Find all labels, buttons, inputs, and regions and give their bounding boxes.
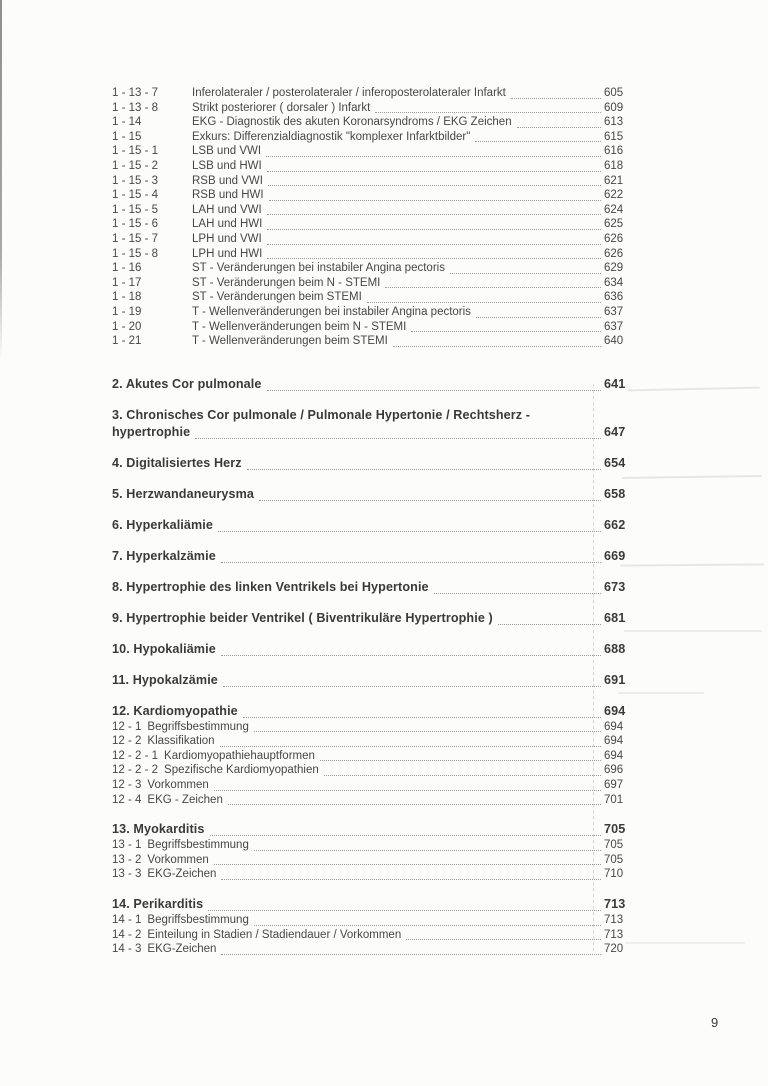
dot-leader (254, 731, 601, 732)
dot-leader (406, 939, 601, 940)
entry-number-label: 14 - 3 (112, 943, 142, 956)
entry-number-label: 1 - 15 - 4 (112, 189, 159, 202)
entry-number-label: 1 - 15 - 1 (112, 145, 159, 158)
entry-page-number: 634 (604, 276, 624, 289)
toc-entry-line (112, 334, 630, 349)
toc-entry-line (112, 276, 630, 291)
entry-number-label: 12 - 2 - 2 (112, 764, 159, 777)
toc-entry-line (112, 376, 630, 393)
entry-title: 6. Hyperkaliämie (112, 517, 214, 532)
toc-sub-entry (112, 838, 630, 853)
toc-entry-line (112, 610, 630, 627)
toc-entry-line (112, 115, 630, 130)
toc-entry-line (112, 407, 630, 424)
dot-leader (393, 346, 601, 347)
entry-title: Einteilung in Stadien / Stadiendauer / Vorkommen (147, 928, 402, 941)
entry-page-number: 673 (604, 579, 626, 594)
entry-page-number: 696 (604, 764, 624, 777)
entry-title: 13. Myokarditis (112, 822, 205, 837)
toc-sub-entry (112, 320, 630, 335)
scan-smudge-artifact (625, 942, 745, 944)
dot-leader (434, 593, 601, 594)
toc-sub-entry (112, 144, 630, 159)
dot-leader (210, 835, 602, 836)
entry-page-number: 654 (604, 455, 626, 470)
toc-entry-line (112, 703, 630, 720)
toc-chapter-entry (112, 486, 630, 503)
toc-sub-entry (112, 749, 630, 764)
dot-leader (221, 954, 601, 955)
entry-page-number: 669 (604, 548, 626, 563)
entry-title: 2. Akutes Cor pulmonale (112, 376, 262, 391)
entry-page-number: 641 (604, 376, 626, 391)
toc-entry-line (112, 896, 630, 913)
toc-entry-line (112, 641, 630, 658)
entry-title: 7. Hyperkalzämie (112, 548, 216, 563)
entry-page-number: 625 (604, 218, 624, 231)
entry-title: 10. Hypokaliämie (112, 641, 216, 656)
dot-leader (475, 141, 601, 142)
toc-sub-entry (112, 86, 630, 101)
dot-leader (220, 746, 601, 747)
toc-chapter-entry (112, 821, 630, 838)
dot-leader (221, 655, 601, 656)
toc-sub-entry (112, 778, 630, 793)
toc-entry-line (112, 144, 630, 159)
entry-title: Strikt posteriorer ( dorsaler ) Infarkt (192, 101, 371, 114)
dot-leader (214, 790, 601, 791)
scan-edge-artifact (0, 0, 2, 360)
toc-entry-line (112, 913, 630, 928)
entry-page-number: 694 (604, 703, 626, 718)
entry-page-number: 616 (604, 145, 624, 158)
entry-page-number: 688 (604, 641, 626, 656)
toc-sub-entry (112, 305, 630, 320)
entry-title: 5. Herzwandaneurysma (112, 486, 254, 501)
entry-number-label: 12 - 1 (112, 720, 142, 733)
toc-sub-entry (112, 763, 630, 778)
dot-leader (375, 112, 601, 113)
page-number: 9 (711, 1015, 719, 1030)
entry-page-number: 626 (604, 247, 624, 260)
entry-title: Inferolateraler / posterolateraler / inferoposterolateraler Infarkt (192, 87, 506, 99)
entry-title: Begriffsbestimmung (147, 839, 249, 852)
toc-sub-entry (112, 174, 630, 189)
entry-number-label: 1 - 15 - 7 (112, 232, 159, 245)
entry-title: 9. Hypertrophie beider Ventrikel ( Biventrikuläre Hypertrophie ) (112, 610, 493, 625)
entry-title: ST - Veränderungen bei instabiler Angina pectoris (192, 262, 445, 275)
toc-entry-line (112, 305, 630, 320)
dot-leader (324, 775, 601, 776)
toc-sub-entry (112, 232, 630, 247)
entry-title: LPH und VWI (192, 232, 262, 245)
toc-entry-line (112, 763, 630, 778)
entry-page-number: 622 (604, 189, 624, 202)
dot-leader (266, 156, 601, 157)
dot-leader (243, 717, 601, 718)
entry-number-label: 12 - 4 (112, 793, 142, 806)
entry-title: Begriffsbestimmung (147, 914, 249, 927)
entry-title: LSB und HWI (192, 159, 262, 172)
entry-page-number: 694 (604, 720, 624, 733)
entry-title: Vorkommen (147, 779, 209, 792)
entry-title: RSB und HWI (192, 189, 264, 202)
toc-entry-line (112, 320, 630, 335)
entry-page-number: 636 (604, 291, 624, 304)
entry-number-label: 1 - 15 - 3 (112, 174, 159, 187)
scan-smudge-artifact (628, 387, 760, 392)
entry-title: Kardiomyopathiehauptformen (164, 749, 315, 762)
entry-page-number: 637 (604, 305, 624, 318)
dot-leader (267, 244, 601, 245)
toc-sub-entry (112, 261, 630, 276)
entry-number-label: 1 - 15 - 5 (112, 203, 159, 216)
entry-number-label: 1 - 21 (112, 335, 142, 348)
toc-sub-entry (112, 290, 630, 305)
toc-chapter-entry (112, 548, 630, 565)
entry-page-number: 697 (604, 779, 624, 792)
entry-title: T - Wellenveränderungen beim STEMI (192, 335, 388, 348)
entry-number-label: 1 - 15 (112, 130, 142, 143)
toc-entry-line (112, 261, 630, 276)
entry-number-label: 13 - 3 (112, 868, 142, 881)
toc-chapter-entry (112, 641, 630, 658)
dot-leader (268, 185, 601, 186)
entry-page-number: 605 (604, 87, 624, 99)
toc-entry-line (112, 101, 630, 116)
dot-leader (267, 214, 601, 215)
toc-entry-line (112, 455, 630, 472)
toc-chapter-entry (112, 610, 630, 627)
entry-title: Begriffsbestimmung (147, 720, 249, 733)
entry-title: Spezifische Kardiomyopathien (164, 764, 319, 777)
dot-leader (267, 390, 602, 391)
dot-leader (269, 200, 601, 201)
dot-leader (221, 562, 601, 563)
toc-entry-line (112, 424, 630, 441)
entry-number-label: 1 - 15 - 6 (112, 218, 159, 231)
entry-page-number: 618 (604, 159, 624, 172)
toc-chapter-entry (112, 407, 630, 441)
entry-page-number: 681 (604, 610, 626, 625)
dot-leader (367, 302, 601, 303)
entry-title: 3. Chronisches Cor pulmonale / Pulmonale Hypertonie / Rechtsherz - (112, 407, 531, 422)
toc-chapter-entry (112, 579, 630, 596)
toc-sub-entry (112, 276, 630, 291)
entry-page-number: 629 (604, 262, 624, 275)
entry-title: RSB und VWI (192, 174, 263, 187)
toc-entry-line (112, 867, 630, 882)
entry-title: 11. Hypokalzämie (112, 672, 218, 687)
entry-title: 8. Hypertrophie des linken Ventrikels bei Hypertonie (112, 579, 429, 594)
entry-number-label: 12 - 3 (112, 779, 142, 792)
toc-chapter-entry (112, 376, 630, 393)
toc-sub-entry (112, 188, 630, 203)
entry-number-label: 12 - 2 (112, 735, 142, 748)
entry-page-number: 720 (604, 943, 624, 956)
entry-number-label: 1 - 18 (112, 291, 142, 304)
entry-page-number: 701 (604, 793, 624, 806)
entry-title: LAH und VWI (192, 203, 262, 216)
entry-page-number: 624 (604, 203, 624, 216)
scan-smudge-artifact (618, 692, 704, 694)
entry-number-label: 1 - 19 (112, 305, 142, 318)
toc-entry-line (112, 217, 630, 232)
entry-number-label: 1 - 17 (112, 276, 142, 289)
toc-entry-line (112, 672, 630, 689)
dot-leader (208, 910, 601, 911)
scan-smudge-artifact (620, 563, 764, 566)
toc-entry-line (112, 548, 630, 565)
toc-sub-entry (112, 913, 630, 928)
entry-page-number: 694 (604, 749, 624, 762)
entry-page-number: 662 (604, 517, 626, 532)
toc-chapter-entry (112, 517, 630, 534)
toc-entry-line (112, 174, 630, 189)
scan-smudge-artifact (622, 475, 762, 479)
entry-title: ST - Veränderungen beim N - STEMI (192, 276, 381, 289)
entry-number-label: 14 - 2 (112, 928, 142, 941)
entry-title: T - Wellenveränderungen beim N - STEMI (192, 320, 407, 333)
entry-page-number: 705 (604, 839, 624, 852)
entry-page-number: 613 (604, 116, 624, 129)
entry-page-number: 658 (604, 486, 626, 501)
entry-title: LPH und HWI (192, 247, 263, 260)
toc-entry-line (112, 853, 630, 868)
toc-entry-line (112, 749, 630, 764)
entry-number-label: 1 - 13 - 8 (112, 101, 159, 114)
entry-page-number: 609 (604, 101, 624, 114)
dot-leader (320, 760, 601, 761)
toc-sub-entry (112, 793, 630, 808)
toc-sub-entry (112, 101, 630, 116)
entry-page-number: 647 (604, 424, 626, 439)
scan-smudge-artifact (624, 630, 762, 632)
toc-entry-line (112, 486, 630, 503)
dot-leader (254, 850, 601, 851)
table-of-contents (112, 86, 630, 957)
entry-title: 14. Perikarditis (112, 897, 204, 912)
toc-sub-entry (112, 130, 630, 145)
entry-title: 4. Digitalisiertes Herz (112, 455, 242, 470)
toc-chapter-entry (112, 455, 630, 472)
entry-title: EKG-Zeichen (147, 868, 217, 881)
toc-sub-entry (112, 247, 630, 262)
entry-number-label: 1 - 20 (112, 320, 142, 333)
toc-entry-line (112, 838, 630, 853)
toc-sub-entry (112, 867, 630, 882)
toc-entry-line (112, 159, 630, 174)
dot-leader (214, 864, 601, 865)
entry-number-label: 14 - 1 (112, 914, 142, 927)
entry-title: LAH und HWI (192, 218, 263, 231)
toc-sub-entry (112, 334, 630, 349)
toc-entry-line (112, 232, 630, 247)
dot-leader (195, 438, 601, 439)
entry-title: Vorkommen (147, 853, 209, 866)
toc-chapter-entry (112, 896, 630, 913)
entry-title: EKG-Zeichen (147, 943, 217, 956)
entry-title: Exkurs: Differenzialdiagnostik "komplexer Infarktbilder" (192, 130, 471, 143)
toc-entry-line (112, 203, 630, 218)
toc-chapter-entry (112, 672, 630, 689)
entry-title: LSB und VWI (192, 145, 262, 158)
entry-page-number: 694 (604, 735, 624, 748)
toc-entry-line (112, 928, 630, 943)
toc-entry-line (112, 793, 630, 808)
entry-title: EKG - Zeichen (147, 793, 223, 806)
toc-entry-line (112, 86, 630, 101)
entry-number-label: 13 - 1 (112, 839, 142, 852)
entry-title-continued: hypertrophie (112, 424, 191, 439)
toc-entry-line (112, 130, 630, 145)
entry-page-number: 637 (604, 320, 624, 333)
entry-page-number: 691 (604, 672, 626, 687)
dot-leader (247, 469, 601, 470)
entry-page-number: 713 (604, 897, 626, 912)
toc-entry-line (112, 821, 630, 838)
entry-number-label: 12 - 2 - 1 (112, 749, 159, 762)
toc-entry-line (112, 720, 630, 735)
toc-sub-entry (112, 853, 630, 868)
dot-leader (267, 171, 601, 172)
dot-leader (218, 531, 601, 532)
entry-page-number: 640 (604, 335, 624, 348)
entry-title: EKG - Diagnostik des akuten Koronarsyndroms / EKG Zeichen (192, 116, 512, 129)
dot-leader (517, 127, 601, 128)
dot-leader (223, 686, 601, 687)
entry-page-number: 705 (604, 853, 624, 866)
toc-entry-line (112, 778, 630, 793)
entry-number-label: 1 - 16 (112, 262, 142, 275)
dot-leader (228, 804, 601, 805)
entry-number-label: 1 - 14 (112, 116, 142, 129)
entry-number-label: 1 - 15 - 8 (112, 247, 159, 260)
entry-title: Klassifikation (147, 735, 215, 748)
toc-chapter-entry (112, 703, 630, 720)
entry-title: ST - Veränderungen beim STEMI (192, 291, 362, 304)
toc-entry-line (112, 734, 630, 749)
entry-title: 12. Kardiomyopathie (112, 703, 238, 718)
toc-sub-entry (112, 115, 630, 130)
dot-leader (267, 229, 601, 230)
dot-leader (450, 273, 601, 274)
toc-entry-line (112, 579, 630, 596)
dot-leader (259, 500, 601, 501)
dot-leader (385, 287, 601, 288)
entry-page-number: 615 (604, 130, 624, 143)
entry-page-number: 626 (604, 232, 624, 245)
toc-sub-entry (112, 217, 630, 232)
entry-number-label: 13 - 2 (112, 853, 142, 866)
dot-leader (254, 925, 601, 926)
toc-entry-line (112, 942, 630, 957)
toc-sub-entry (112, 928, 630, 943)
toc-sub-entry (112, 734, 630, 749)
dot-leader (221, 879, 601, 880)
entry-page-number: 705 (604, 822, 626, 837)
toc-sub-entry (112, 720, 630, 735)
entry-number-label: 1 - 13 - 7 (112, 87, 159, 99)
toc-sub-entry (112, 159, 630, 174)
dot-leader (411, 331, 601, 332)
toc-entry-line (112, 290, 630, 305)
dot-leader (267, 258, 601, 259)
toc-sub-entry (112, 942, 630, 957)
toc-entry-line (112, 247, 630, 262)
entry-page-number: 713 (604, 928, 624, 941)
entry-page-number: 710 (604, 868, 624, 881)
dot-leader (498, 624, 601, 625)
entry-page-number: 713 (604, 914, 624, 927)
entry-page-number: 621 (604, 174, 624, 187)
dot-leader (476, 317, 601, 318)
toc-sub-entry (112, 203, 630, 218)
dot-leader (511, 98, 601, 99)
entry-number-label: 1 - 15 - 2 (112, 159, 159, 172)
toc-entry-line (112, 517, 630, 534)
entry-title: T - Wellenveränderungen bei instabiler Angina pectoris (192, 305, 471, 318)
toc-entry-line (112, 188, 630, 203)
